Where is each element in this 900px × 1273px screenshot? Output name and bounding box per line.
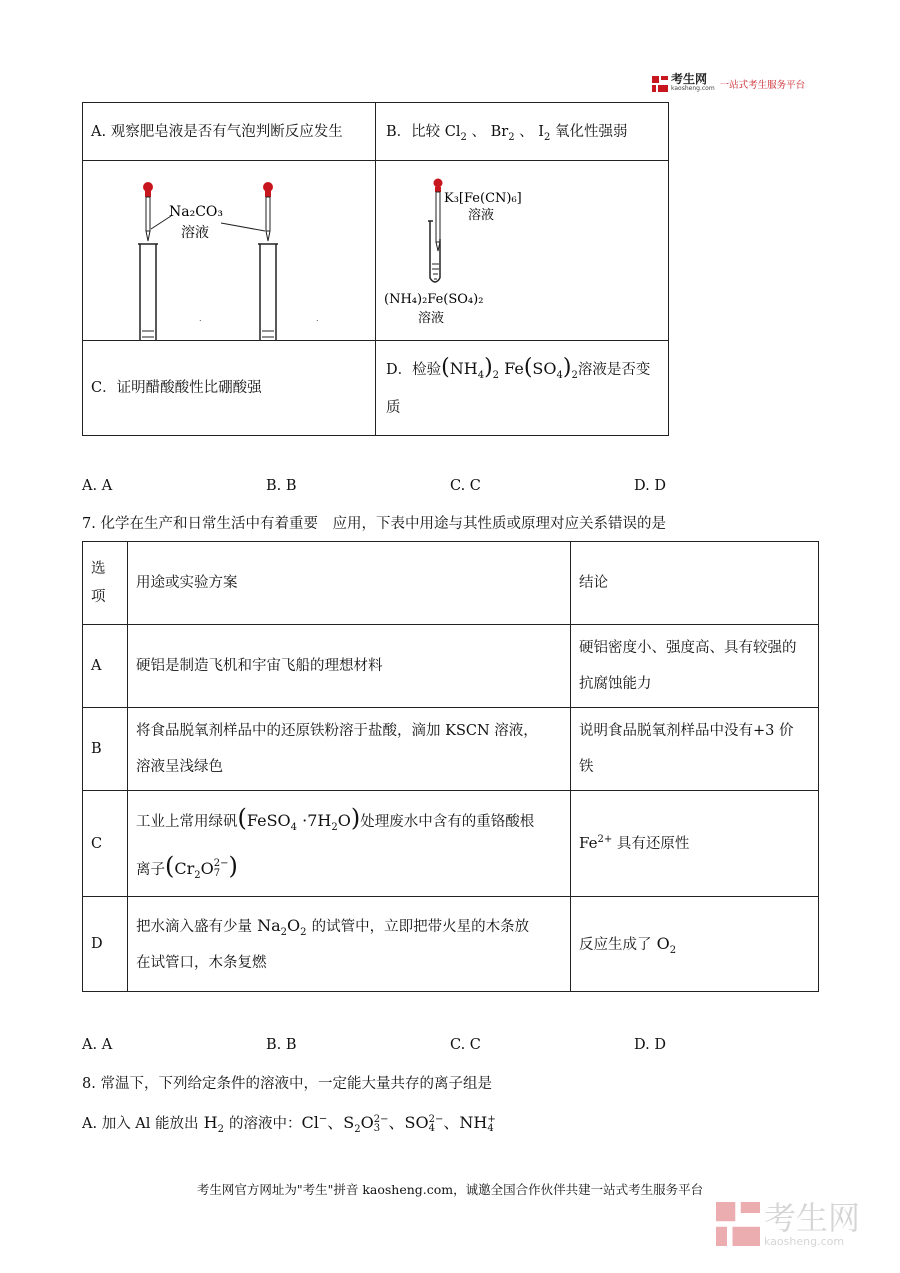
q6-cell-b-pre: B．比较: [386, 123, 445, 140]
brand-slogan: 一站式考生服务平台: [719, 80, 806, 91]
formula-nh4-2-fe-so4-2: $(NH_4)_2$ $Fe(SO_4)_2$: [441, 355, 578, 382]
figure-c-reagent: Na₂CO₃: [169, 204, 224, 220]
q7-row-a-plan: [128, 625, 571, 708]
q6-cell-b-sep2: 、: [514, 123, 539, 140]
q7-row-b-conclusion-line2: 铁: [579, 759, 594, 775]
figure-d-solution: (NH₄)₂Fe(SO₄)₂: [384, 292, 484, 307]
q7-header-conclusion: [571, 542, 819, 625]
formula-br2: $Br_2$: [490, 123, 515, 143]
q7-row-a: [83, 625, 819, 708]
q7-row-c-label-text: C: [91, 835, 103, 852]
q7-row-d-plan-line2: 在试管口，木条复燃: [136, 954, 267, 971]
formula-feso4-7h2o: (FeSO$_4$ $\cdot 7H_2O$): [237, 803, 361, 833]
q7-row-a-conclusion: [571, 625, 819, 708]
q7-row-d-conclusion-pre: 反应生成了: [579, 936, 652, 953]
q6-cell-d-pre: D．检验: [386, 362, 442, 378]
q7-header-plan: [128, 542, 571, 625]
q7-option-b[interactable]: B. B: [266, 1037, 297, 1053]
q6-cell-a-caption: [83, 103, 376, 161]
footer-text: 考生网官方网址为"考生"拼音 kaosheng.com，诚邀全国合作伙伴共建一站式考生服务平台: [196, 1182, 704, 1197]
dropper-d-icon: [434, 179, 443, 252]
q7-row-d-conclusion: [571, 897, 819, 992]
q8-option-a[interactable]: [82, 1110, 496, 1136]
q7-row-a-label: [83, 625, 128, 708]
formula-h2: $H_2$: [198, 1113, 224, 1136]
q7-stem: 7. 化学在生产和日常生活中有着重要 应用，下表中用途与其性质或原理对应关系错误的是: [82, 516, 666, 532]
q6-figure-d: [376, 161, 668, 340]
q8-stem: 8. 常温下，下列给定条件的溶液中，一定能大量共存的离子组是: [82, 1076, 492, 1092]
q7-row-b-plan-line1: 将食品脱氧剂样品中的还原铁粉溶于盐酸，滴加 KSCN 溶液，: [136, 723, 538, 739]
q7-row-d-plan-pre: 把水滴入盛有少量: [136, 918, 252, 935]
test-tube-right-icon: [258, 244, 278, 340]
q7-header-option-line2: 项: [91, 589, 106, 605]
q7-row-c: [83, 791, 819, 897]
q7-header-plan-text: 用途或实验方案: [136, 575, 238, 591]
q7-row-a-conclusion-line1: 硬铝密度小、强度高、具有较强的: [579, 640, 797, 656]
q6-cell-a-text: A. 观察肥皂液是否有气泡判断反应发生: [91, 123, 343, 140]
q6-cell-d-post: 溶液是否变: [577, 362, 651, 378]
q7-row-d-plan-post: 的试管中，立即把带火星的木条放: [311, 918, 530, 935]
q6-cell-d-line2: 质: [386, 400, 401, 416]
svg-text:.: .: [316, 314, 319, 323]
q7-row-a-plan-text: 硬铝是制造飞机和宇宙飞船的理想材料: [136, 658, 383, 674]
ion-list: Cl−、$S_2O$ 2− 3 、SO 2− 4 、NH + 4: [301, 1113, 496, 1136]
watermark-domain: kaosheng.com: [764, 1235, 845, 1248]
q6-cell-d-caption: [376, 341, 669, 436]
q7-row-d-label: [83, 897, 128, 992]
q8-option-a-pre: A. 加入 Al 能放出: [82, 1116, 199, 1132]
q7-row-c-conclusion-text: 具有还原性: [616, 836, 690, 852]
q8-option-a-mid: 的溶液中：: [229, 1116, 302, 1132]
test-tube-left-icon: [138, 244, 158, 340]
q7-table: [82, 541, 819, 992]
q6-option-b[interactable]: B. B: [266, 478, 297, 494]
q7-row-c-conclusion: [571, 791, 819, 897]
formula-cl2: $Cl_2$: [444, 123, 467, 143]
q7-row-c-label: [83, 791, 128, 897]
q6-figure-c: [83, 161, 375, 340]
figure-d-solution-line2: 溶液: [418, 311, 445, 326]
q6-options: [82, 478, 782, 500]
formula-o2: $O_2$: [651, 933, 677, 956]
q7-row-d-plan: [128, 897, 571, 992]
kaosheng-watermark-icon: [716, 1202, 760, 1246]
q7-header-conclusion-text: 结论: [579, 575, 608, 591]
dropper-left-icon: [143, 182, 153, 241]
header-brand: [652, 74, 805, 94]
q7-row-b-plan: [128, 708, 571, 791]
brand-domain: kaosheng.com: [671, 85, 715, 92]
brand-name: 考生网: [671, 72, 708, 86]
q7-row-b-label-text: B: [91, 741, 102, 757]
q7-row-c-plan: [128, 791, 571, 897]
svg-text:.: .: [199, 314, 202, 323]
q7-row-d-label-text: D: [91, 936, 103, 952]
formula-cr2o7: ($Cr_2O$ 2− 7 ): [165, 851, 238, 881]
q6-cell-c-text: C．证明醋酸酸性比硼酸强: [91, 380, 262, 396]
kaosheng-logo-icon: [652, 76, 668, 92]
q6-option-d[interactable]: D. D: [634, 478, 666, 494]
q7-options: [82, 1037, 782, 1059]
q7-row-c-plan-line2-pre: 离子: [136, 861, 165, 878]
q7-row-b: [83, 708, 819, 791]
q6-option-a[interactable]: A. A: [82, 478, 113, 494]
q7-header-option-line1: 选: [91, 561, 106, 577]
watermark: [716, 1200, 860, 1248]
watermark-name: 考生网: [764, 1199, 861, 1237]
q7-row-b-label: [83, 708, 128, 791]
q6-figure-c-cell: [83, 161, 376, 341]
q6-table: [82, 102, 669, 436]
q6-cell-b-post: 氧化性强弱: [550, 123, 628, 140]
q6-cell-b-caption: [376, 103, 669, 161]
q7-row-a-conclusion-line2: 抗腐蚀能力: [579, 676, 652, 692]
formula-na2o2: $Na_2O_2$: [252, 915, 307, 938]
q7-option-d[interactable]: D. D: [634, 1037, 666, 1053]
q7-option-c[interactable]: C. C: [450, 1037, 481, 1053]
figure-c-reagent-line2: 溶液: [181, 225, 209, 241]
q7-row-b-conclusion-line1: 说明食品脱氧剂样品中没有+3 价: [579, 723, 794, 739]
q7-row-b-plan-line2: 溶液呈浅绿色: [136, 759, 223, 775]
q7-option-a[interactable]: A. A: [82, 1037, 113, 1053]
q6-cell-b-sep1: 、: [466, 123, 491, 140]
q7-header-option: [83, 542, 128, 625]
dropper-right-icon: [263, 182, 273, 241]
q6-figure-d-cell: [376, 161, 669, 341]
formula-i2: $I_2$: [538, 123, 551, 143]
q7-row-a-label-text: A: [91, 658, 102, 674]
q6-option-c[interactable]: C. C: [450, 478, 481, 494]
q7-row-c-plan-post: 处理废水中含有的重铬酸根: [360, 813, 535, 830]
q7-row-b-conclusion: [571, 708, 819, 791]
q7-row-c-plan-pre: 工业上常用绿矾: [136, 813, 238, 830]
q7-row-d: [83, 897, 819, 992]
figure-d-reagent: K₃[Fe(CN)₆]: [444, 191, 522, 206]
formula-fe2plus: $Fe^{2+}$: [579, 834, 613, 852]
figure-d-reagent-line2: 溶液: [468, 208, 495, 223]
q6-cell-c-caption: [83, 341, 376, 436]
